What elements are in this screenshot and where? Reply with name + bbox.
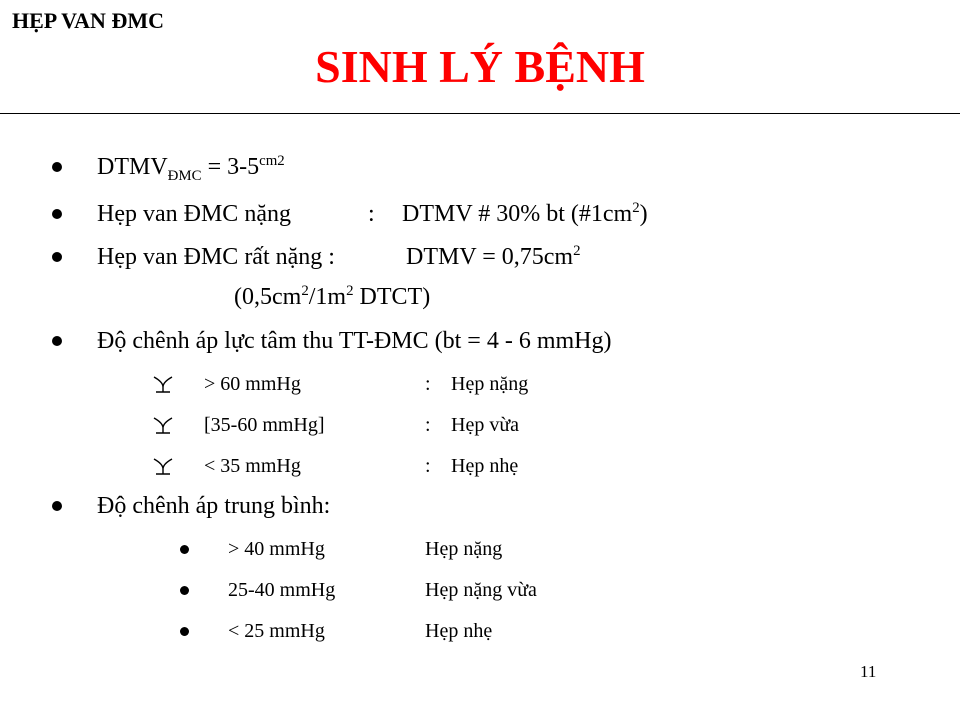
slide-header: HẸP VAN ĐMC [12,8,164,33]
dtmv-base: DTMV [97,154,168,180]
severe-value [402,201,648,228]
peak-colon: : [425,414,431,436]
note-b: /1m [308,284,347,310]
mean-range: 25-40 mmHg [228,579,336,601]
peak-range: [35-60 mmHg] [204,414,325,436]
mean-range: < 25 mmHg [228,620,325,642]
dtmv-sup: cm2 [259,153,285,169]
dtmv-eq: = 3-5 [201,154,260,180]
very-severe-label: Hẹp van ĐMC rất nặng : [97,244,335,270]
severe-label: Hẹp van ĐMC nặng [97,201,291,227]
very-severe-sup: 2 [573,243,581,259]
note-sup1: 2 [301,283,309,299]
arrow-icon [152,415,174,440]
bullet-icon [180,586,189,595]
arrow-icon [152,374,174,399]
bullet-icon [52,162,62,172]
bullet-icon [180,545,189,554]
very-severe-note [234,284,430,311]
gradient-peak-heading: Độ chênh áp lực tâm thu TT-ĐMC (bt = 4 - 6 mmHg) [97,328,612,354]
peak-grade: Hẹp vừa [451,414,520,436]
gradient-mean-heading: Độ chênh áp trung bình: [97,493,331,519]
peak-grade: Hẹp nặng [451,373,529,395]
bullet-icon [52,209,62,219]
bullet-icon [52,336,62,346]
note-a: (0,5cm [234,284,302,310]
peak-range: < 35 mmHg [204,455,301,477]
mean-grade: Hẹp nặng vừa [425,579,537,601]
page-number: 11 [860,662,877,681]
peak-grade: Hẹp nhẹ [451,455,519,477]
dtmv-sub: ĐMC [167,167,202,184]
severe-close: ) [639,201,648,227]
slide-title: SINH LÝ BỆNH [315,41,645,92]
peak-range: > 60 mmHg [204,373,301,395]
peak-colon: : [425,455,431,477]
peak-colon: : [425,373,431,395]
note-c: DTCT) [353,284,431,310]
title-divider [0,113,960,114]
mean-grade: Hẹp nặng [425,538,503,560]
severe-colon: : [368,201,375,227]
very-severe-value [406,244,581,271]
mean-range: > 40 mmHg [228,538,325,560]
very-severe-value-text: DTMV = 0,75cm [406,244,574,270]
severe-value-text: DTMV # 30% bt (#1cm [402,201,633,227]
dtmv-line [97,153,285,184]
severe-sup: 2 [632,200,640,216]
bullet-icon [180,627,189,636]
arrow-icon [152,456,174,481]
bullet-icon [52,501,62,511]
note-sup2: 2 [346,283,354,299]
mean-grade: Hẹp nhẹ [425,620,493,642]
bullet-icon [52,252,62,262]
